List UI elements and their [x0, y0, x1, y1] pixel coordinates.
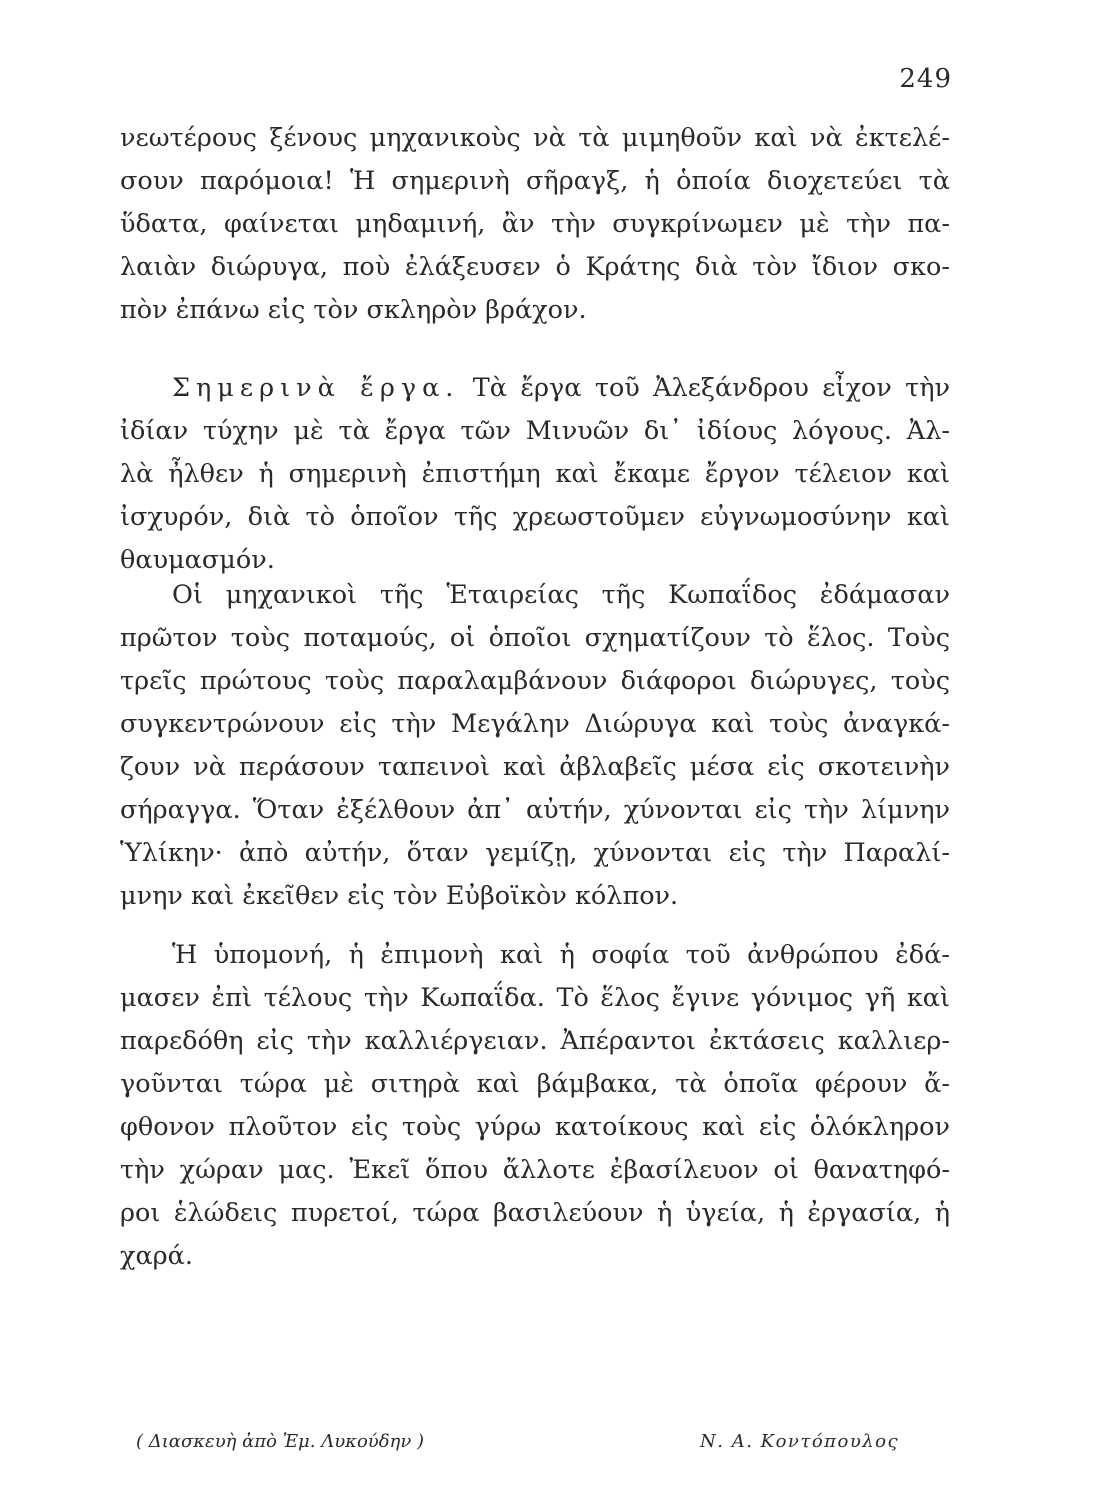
text-line: σήραγγα. Ὅταν ἐξέλθουν ἀπ᾿ αὐτήν, χύνονται εἰς τὴν λίμνην	[120, 795, 950, 825]
text-line: ζουν νὰ περάσουν ταπεινοὶ καὶ ἀβλαβεῖς μέσα εἰς σκοτεινὴν	[120, 752, 950, 782]
text-line: τὴν χώραν μας. Ἐκεῖ ὅπου ἄλλοτε ἐβασίλευον οἱ θανατηφό-	[120, 1155, 950, 1185]
text-line: Ἡ ὑπομονή, ἡ ἐπιμονὴ καὶ ἡ σοφία τοῦ ἀνθρώπου ἐδά-	[172, 940, 950, 970]
paragraph-4	[120, 934, 950, 1278]
text-line: Ὑλίκην· ἀπὸ αὐτήν, ὅταν γεμίζῃ, χύνονται εἰς τὴν Παραλί-	[120, 838, 950, 868]
text-line: φθονον πλοῦτον εἰς τοὺς γύρω κατοίκους καὶ εἰς ὁλόκληρον	[120, 1112, 950, 1142]
text-line: χαρά.	[120, 1241, 193, 1271]
text-line: σουν παρόμοια! Ἡ σημερινὴ σῆραγξ, ἡ ὁποία διοχετεύει τὰ	[120, 166, 950, 196]
text-line: γοῦνται τώρα μὲ σιτηρὰ καὶ βάμβακα, τὰ ὁποῖα φέρουν ἄ-	[120, 1069, 950, 1099]
text-line: πὸν ἐπάνω εἰς τὸν σκληρὸν βράχον.	[120, 295, 587, 325]
paragraph-2	[120, 367, 950, 582]
text-line: παρεδόθη εἰς τὴν καλλιέργειαν. Ἀπέραντοι ἐκτάσεις καλλιερ-	[120, 1026, 950, 1056]
text-line: τρεῖς πρώτους τοὺς παραλαμβάνουν διάφοροι διώρυγες, τοὺς	[120, 666, 950, 696]
text-line: νεωτέρους ξένους μηχανικοὺς νὰ τὰ μιμηθοῦν καὶ νὰ ἐκτελέ-	[120, 123, 950, 153]
text-line: μνην καὶ ἐκεῖθεν εἰς τὸν Εὐβοϊκὸν κόλπον.	[120, 881, 679, 911]
paragraph-1	[120, 117, 950, 332]
text-line: μασεν ἐπὶ τέλους τὴν Κωπαΐδα. Τὸ ἕλος ἔγινε γόνιμος γῆ καὶ	[120, 983, 950, 1013]
page-number: 249	[899, 64, 952, 94]
paragraph-3	[120, 574, 950, 918]
text-line: Οἱ μηχανικοὶ τῆς Ἑταιρείας τῆς Κωπαΐδος ἐδάμασαν	[172, 580, 950, 610]
heading-line-text: Τὰ ἔργα τοῦ Ἀλεξάνδρου εἶχον τὴν	[472, 373, 950, 403]
section-heading: Σημερινὰ ἔργα.	[172, 373, 460, 403]
author-credit: Ν. Α. Κοντόπουλος	[700, 1431, 900, 1452]
text-line: ἰσχυρόν, διὰ τὸ ὁποῖον τῆς χρεωστοῦμεν εὐγνωμοσύνην καὶ	[120, 502, 950, 532]
text-line: θαυμασμόν.	[120, 545, 275, 575]
text-line: συγκεντρώνουν εἰς τὴν Μεγάλην Διώρυγα καὶ τοὺς ἀναγκά-	[120, 709, 950, 739]
text-line: ὕδατα, φαίνεται μηδαμινή, ἂν τὴν συγκρίνωμεν μὲ τὴν πα-	[120, 209, 950, 239]
text-line: λαιὰν διώρυγα, ποὺ ἐλάξευσεν ὁ Κράτης διὰ τὸν ἴδιον σκο-	[120, 252, 950, 282]
text-line: λὰ ἦλθεν ἡ σημερινὴ ἐπιστήμη καὶ ἔκαμε ἔργον τέλειον καὶ	[120, 459, 950, 489]
adaptation-credit: ( Διασκευὴ ἀπὸ Ἐμ. Λυκούδην )	[136, 1431, 425, 1452]
text-line: πρῶτον τοὺς ποταμούς, οἱ ὁποῖοι σχηματίζουν τὸ ἕλος. Τοὺς	[120, 623, 950, 653]
text-line	[120, 367, 950, 410]
text-line: ροι ἑλώδεις πυρετοί, τώρα βασιλεύουν ἡ ὑγεία, ἡ ἐργασία, ἡ	[120, 1198, 950, 1228]
text-line: ἰδίαν τύχην μὲ τὰ ἔργα τῶν Μινυῶν δι᾿ ἰδίους λόγους. Ἀλ-	[120, 416, 950, 446]
